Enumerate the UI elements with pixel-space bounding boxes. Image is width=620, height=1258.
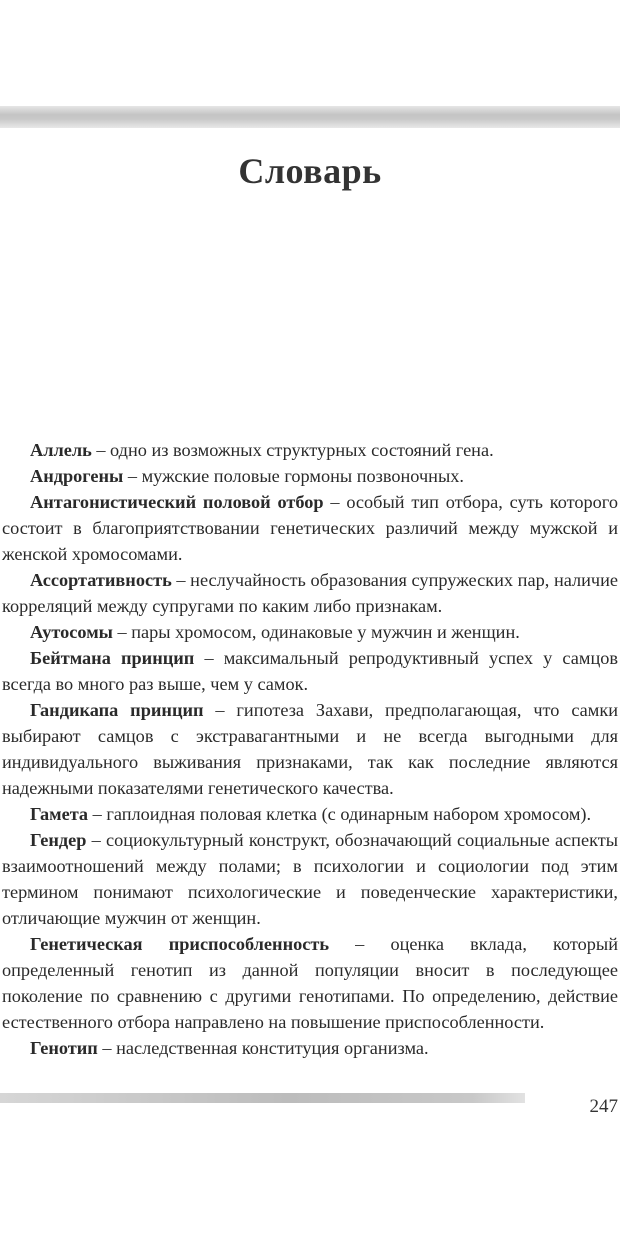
entry-definition: – гаплоидная половая клетка (с одинарным набором хромосом). bbox=[88, 804, 592, 824]
glossary-entry bbox=[2, 489, 618, 567]
entry-term: Генотип bbox=[30, 1038, 98, 1058]
entry-definition: – пары хромосом, одинаковые у мужчин и женщин. bbox=[112, 622, 520, 642]
entry-definition: – социокультурный конструкт, обозначающий социальные аспекты взаимоотношений между полами; в психологии и социологии под этим термином понимают психологические и поведенческие характеристики, отличающие мужчин от женщин. bbox=[2, 830, 618, 928]
page-number: 247 bbox=[589, 1096, 618, 1117]
entry-definition: – неслучайность образования супружеских пар, наличие корреляций между супругами по каким либо признакам. bbox=[2, 570, 618, 616]
glossary-entry bbox=[2, 567, 618, 619]
glossary-entry bbox=[2, 619, 618, 645]
glossary-entry bbox=[2, 801, 618, 827]
entry-term: Бейтмана принцип bbox=[30, 648, 195, 668]
entry-term: Андрогены bbox=[30, 466, 124, 486]
entry-term: Гендер bbox=[30, 830, 87, 850]
entry-definition: – мужские половые гормоны позвоночных. bbox=[123, 466, 464, 486]
glossary-entry bbox=[2, 827, 618, 931]
entry-definition: – одно из возможных структурных состояний гена. bbox=[91, 440, 494, 460]
glossary-entries bbox=[2, 437, 618, 1061]
glossary-entry bbox=[2, 931, 618, 1035]
glossary-entry bbox=[2, 645, 618, 697]
entry-term: Гандикапа принцип bbox=[30, 700, 204, 720]
entry-term: Аллель bbox=[30, 440, 92, 460]
entry-term: Гамета bbox=[30, 804, 89, 824]
glossary-entry bbox=[2, 1035, 618, 1061]
entry-term: Генетическая приспособленность bbox=[30, 934, 330, 954]
footer-rule bbox=[0, 1093, 525, 1103]
entry-definition: – наследственная конституция организма. bbox=[97, 1038, 429, 1058]
entry-definition: – максимальный репродуктивный успех у самцов всегда во много раз выше, чем у самок. bbox=[2, 648, 618, 694]
glossary-entry bbox=[2, 437, 618, 463]
page-title: Словарь bbox=[238, 151, 382, 191]
entry-definition: – гипотеза Захави, предполагающая, что самки выбирают самцов с экстравагантными и не всегда выгодными для индивидуального выживания признаками, так как последние являются надежными показателями генетического качества. bbox=[2, 700, 619, 798]
header-rule bbox=[0, 106, 620, 128]
entry-term: Ассортативность bbox=[30, 570, 172, 590]
glossary-entry bbox=[2, 697, 618, 801]
glossary-entry bbox=[2, 463, 618, 489]
entry-definition: – особый тип отбора, суть которого состоит в благоприятствовании генетических различий между мужской и женской хромосомами. bbox=[2, 492, 618, 564]
entry-term: Аутосомы bbox=[30, 622, 113, 642]
entry-term: Антагонистический половой отбор bbox=[30, 492, 324, 512]
entry-definition: – оценка вклада, который определенный генотип из данной популяции вносит в последующее поколение по сравнению с другими генотипами. По определению, действие естественного отбора направлено на повышение приспособленности. bbox=[2, 934, 618, 1032]
